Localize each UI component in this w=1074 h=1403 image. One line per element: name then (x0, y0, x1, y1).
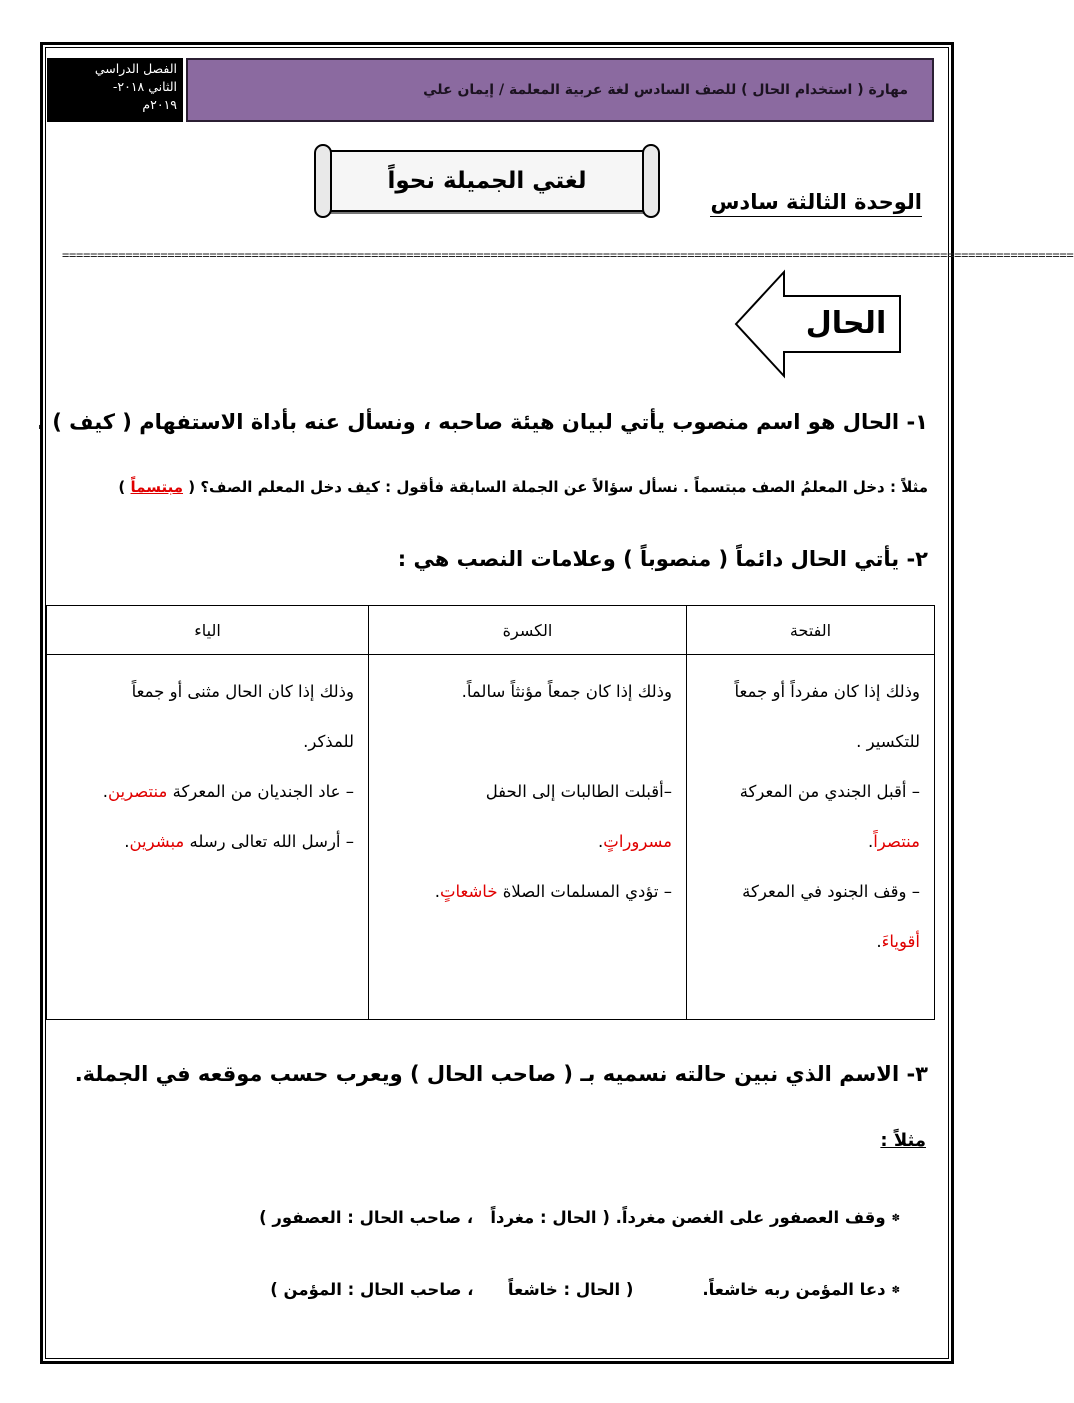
scroll-title-text: لغتي الجميلة نحواً (387, 168, 587, 194)
fatha-line-6 (701, 917, 920, 967)
sample-1-text: وقف العصفور على الغصن مغرداً. ( الحال : مغرداً ، صاحب الحال : العصفور ) (259, 1208, 886, 1227)
ya-line-3-text: – عاد الجنديان من المعركة (172, 782, 354, 801)
lesson-title: الحال (805, 306, 887, 341)
sample-sentence-1 (259, 1208, 900, 1227)
ya-line-4-end: . (124, 832, 130, 851)
sample-sentence-2 (270, 1280, 900, 1299)
bullet-icon: ✽ (891, 1285, 900, 1296)
kasra-line-spacer (383, 717, 672, 767)
accusative-marks-table (46, 605, 935, 1020)
unit-title: الوحدة الثالثة سادس (710, 190, 922, 217)
bullet-icon: ✽ (891, 1213, 900, 1224)
fatha-line-4-end: . (867, 832, 874, 851)
fatha-line-2: للتكسير . (856, 732, 920, 751)
fatha-line-1: وذلك إذا كان مفرداً أو جمعاً (734, 682, 920, 701)
banner-text: مهارة ( استخدام الحال ) للصف السادس لغة عربية المعلمة / إيمان علي (423, 82, 908, 98)
ya-example-2-hal: مبشرين (129, 832, 185, 851)
ya-line-4 (61, 817, 354, 867)
kasra-line-4-end: . (434, 882, 440, 901)
ya-line-3 (61, 767, 354, 817)
fatha-line-6-end: . (876, 932, 882, 951)
rule-1: ١- الحال هو اسم منصوب يأتي لبيان هيئة صاحبه ، ونسأل عنه بأداة الاستفهام ( كيف ) . (36, 410, 928, 434)
rule-3: ٣- الاسم الذي نبين حالته نسميه بـ ( صاحب الحال ) ويعرب حسب موقعه في الجملة. (74, 1062, 928, 1086)
fatha-line-5: – وقف الجنود في المعركة (742, 882, 920, 901)
term-line-3: ٢٠١٩م (142, 97, 177, 112)
subject-scroll-title (322, 150, 652, 212)
sample-2-text: دعا المؤمن ربه خاشعاً. ( الحال : خاشعاً ، صاحب الحال : المؤمن ) (270, 1280, 886, 1299)
header-fatha: الفتحة (687, 606, 935, 655)
kasra-example-1-hal: مسروراتٍ (603, 832, 672, 851)
header-kasra: الكسرة (369, 606, 687, 655)
term-line-2: الثاني ٢٠١٨- (112, 79, 177, 94)
example-1-close: ) (118, 478, 126, 496)
separator-line: ================================================================================================================================================ (62, 248, 1074, 262)
cell-ya (47, 655, 369, 1020)
kasra-line-1: وذلك إذا كان جمعاً مؤنثاً سالماً. (461, 682, 672, 701)
ya-line-4-text: – أرسل الله تعالى رسله (189, 832, 354, 851)
term-line-1: الفصل الدراسي (94, 61, 177, 76)
cell-fatha (687, 655, 935, 1020)
cell-kasra (369, 655, 687, 1020)
header-ya: الياء (47, 606, 369, 655)
ya-line-2: للمذكر. (303, 732, 354, 751)
kasra-line-3 (383, 817, 672, 867)
header-banner (186, 58, 934, 122)
fatha-example-2-hal: أقوياءَ (881, 932, 920, 951)
fatha-line-3: – أقبل الجندي من المعركة (739, 782, 920, 801)
term-label (47, 58, 183, 122)
examples-label: مثلاً : (880, 1130, 926, 1151)
kasra-line-4-text: – تؤدي المسلمات الصلاة (502, 882, 672, 901)
fatha-line-4 (701, 817, 920, 867)
kasra-line-4 (383, 867, 672, 917)
ya-example-1-hal: منتصرين (107, 782, 168, 801)
ya-line-3-end: . (102, 782, 108, 801)
rule-2: ٢- يأتي الحال دائماً ( منصوباً ) وعلامات النصب هي : (397, 547, 928, 571)
ya-line-1: وذلك إذا كان الحال مثنى أو جمعاً (131, 682, 354, 701)
example-1-answer: مبتسماً (130, 478, 184, 496)
fatha-example-1-hal: منتصراً (873, 832, 920, 851)
kasra-line-2: –أقبلت الطالبات إلى الحفل (485, 782, 672, 801)
kasra-example-2-hal: خاشعاتٍ (439, 882, 498, 901)
example-1-text: مثلاً : دخل المعلمُ الصف مبتسماً . نسأل سؤالاً عن الجملة السابقة فأقول : كيف دخل المعلم الصف؟ ( (188, 478, 928, 496)
kasra-line-3-end: . (598, 832, 604, 851)
example-1 (118, 478, 928, 496)
